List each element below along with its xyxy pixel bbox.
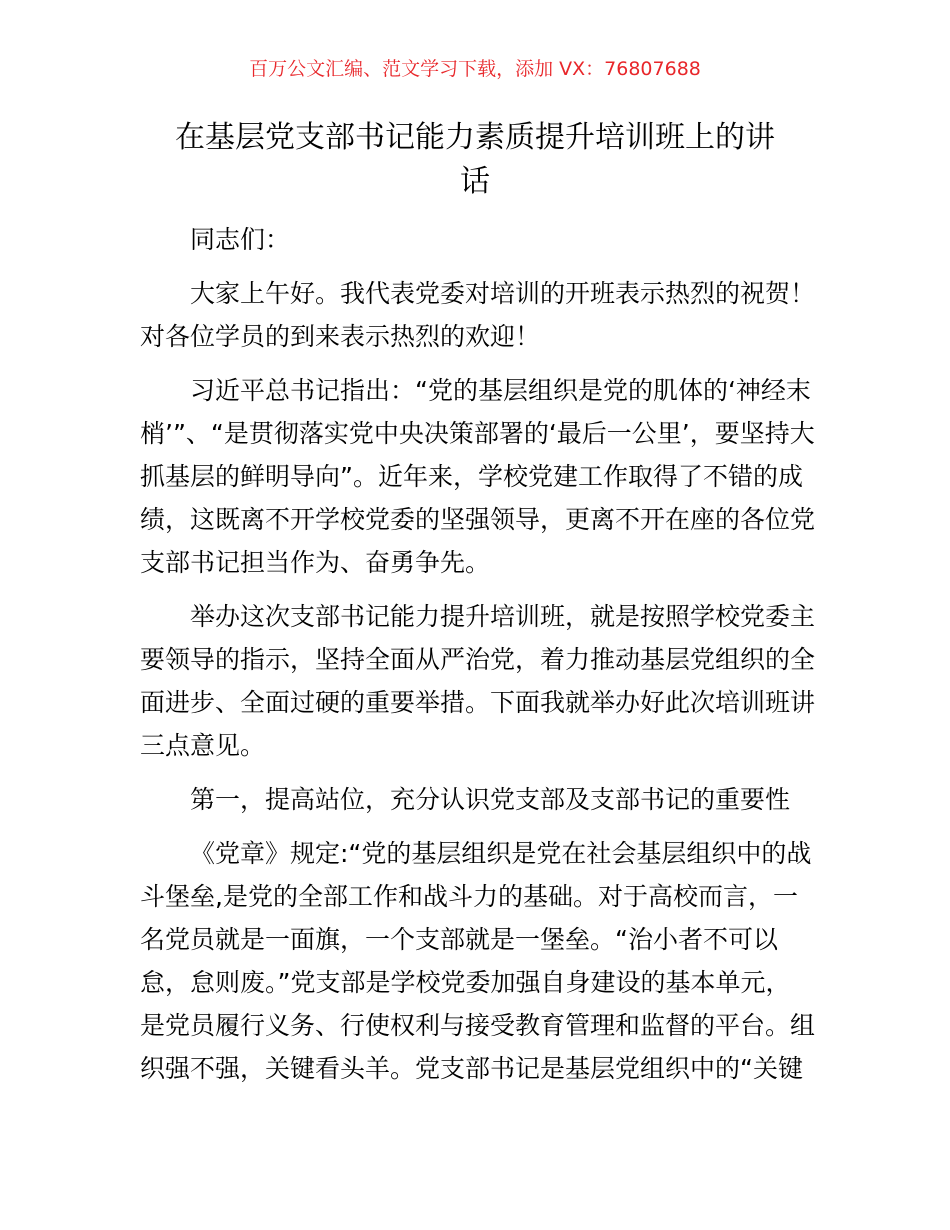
document-title <box>120 116 830 204</box>
text-line: 斗堡垒,是党的全部工作和战斗力的基础。对于高校而言，一 <box>140 882 798 911</box>
text-line: 绩，这既离不开学校党委的坚强领导，更离不开在座的各位党 <box>140 505 816 534</box>
paragraph <box>140 832 816 1090</box>
text-line: 梢’”、“是贯彻落实党中央决策部署的‘最后一公里’，要坚持大 <box>140 419 815 448</box>
text-line: 支部书记担当作为、奋勇争先。 <box>140 548 491 577</box>
title-line: 话 <box>460 164 490 199</box>
text-line: 织强不强，关键看头羊。党支部书记是基层党组织中的“关键 <box>140 1054 803 1083</box>
text-line: 对各位学员的到来表示热烈的欢迎！ <box>140 322 541 351</box>
text-line: 面进步、全面过硬的重要举措。下面我就举办好此次培训班讲 <box>140 688 816 717</box>
paragraph <box>140 218 812 261</box>
text-line: 抓基层的鲜明导向”。近年来，学校党建工作取得了不错的成 <box>140 462 803 491</box>
text-line: 同志们： <box>190 225 291 254</box>
title-line: 在基层党支部书记能力素质提升培训班上的讲 <box>175 120 775 155</box>
paragraph <box>140 272 816 358</box>
text-line: 要领导的指示，坚持全面从严治党，着力推动基层党组织的全 <box>140 645 816 674</box>
text-line: 第一，提高站位，充分认识党支部及支部书记的重要性 <box>190 785 791 814</box>
paragraph <box>140 778 812 821</box>
text-line: 举办这次支部书记能力提升培训班，就是按照学校党委主 <box>190 602 816 631</box>
text-line: 三点意见。 <box>140 731 266 760</box>
watermark-banner: 百万公文汇编、范文学习下载，添加 VX：76807688 <box>249 58 701 80</box>
document-body <box>140 218 816 1101</box>
text-line: 是党员履行义务、行使权利与接受教育管理和监督的平台。组 <box>140 1011 816 1040</box>
paragraph <box>140 595 816 767</box>
paragraph <box>140 369 816 584</box>
text-line: 名党员就是一面旗，一个支部就是一堡垒。“治小者不可以 <box>140 925 778 954</box>
text-line: 习近平总书记指出：“党的基层组织是党的肌体的‘神经末 <box>190 376 811 405</box>
text-line: 《党章》规定:“党的基层组织是党在社会基层组织中的战 <box>190 839 812 868</box>
text-line: 怠，怠则废。”党支部是学校党委加强自身建设的基本单元， <box>140 968 791 997</box>
text-line: 大家上午好。我代表党委对培训的开班表示热烈的祝贺！ <box>190 279 816 308</box>
